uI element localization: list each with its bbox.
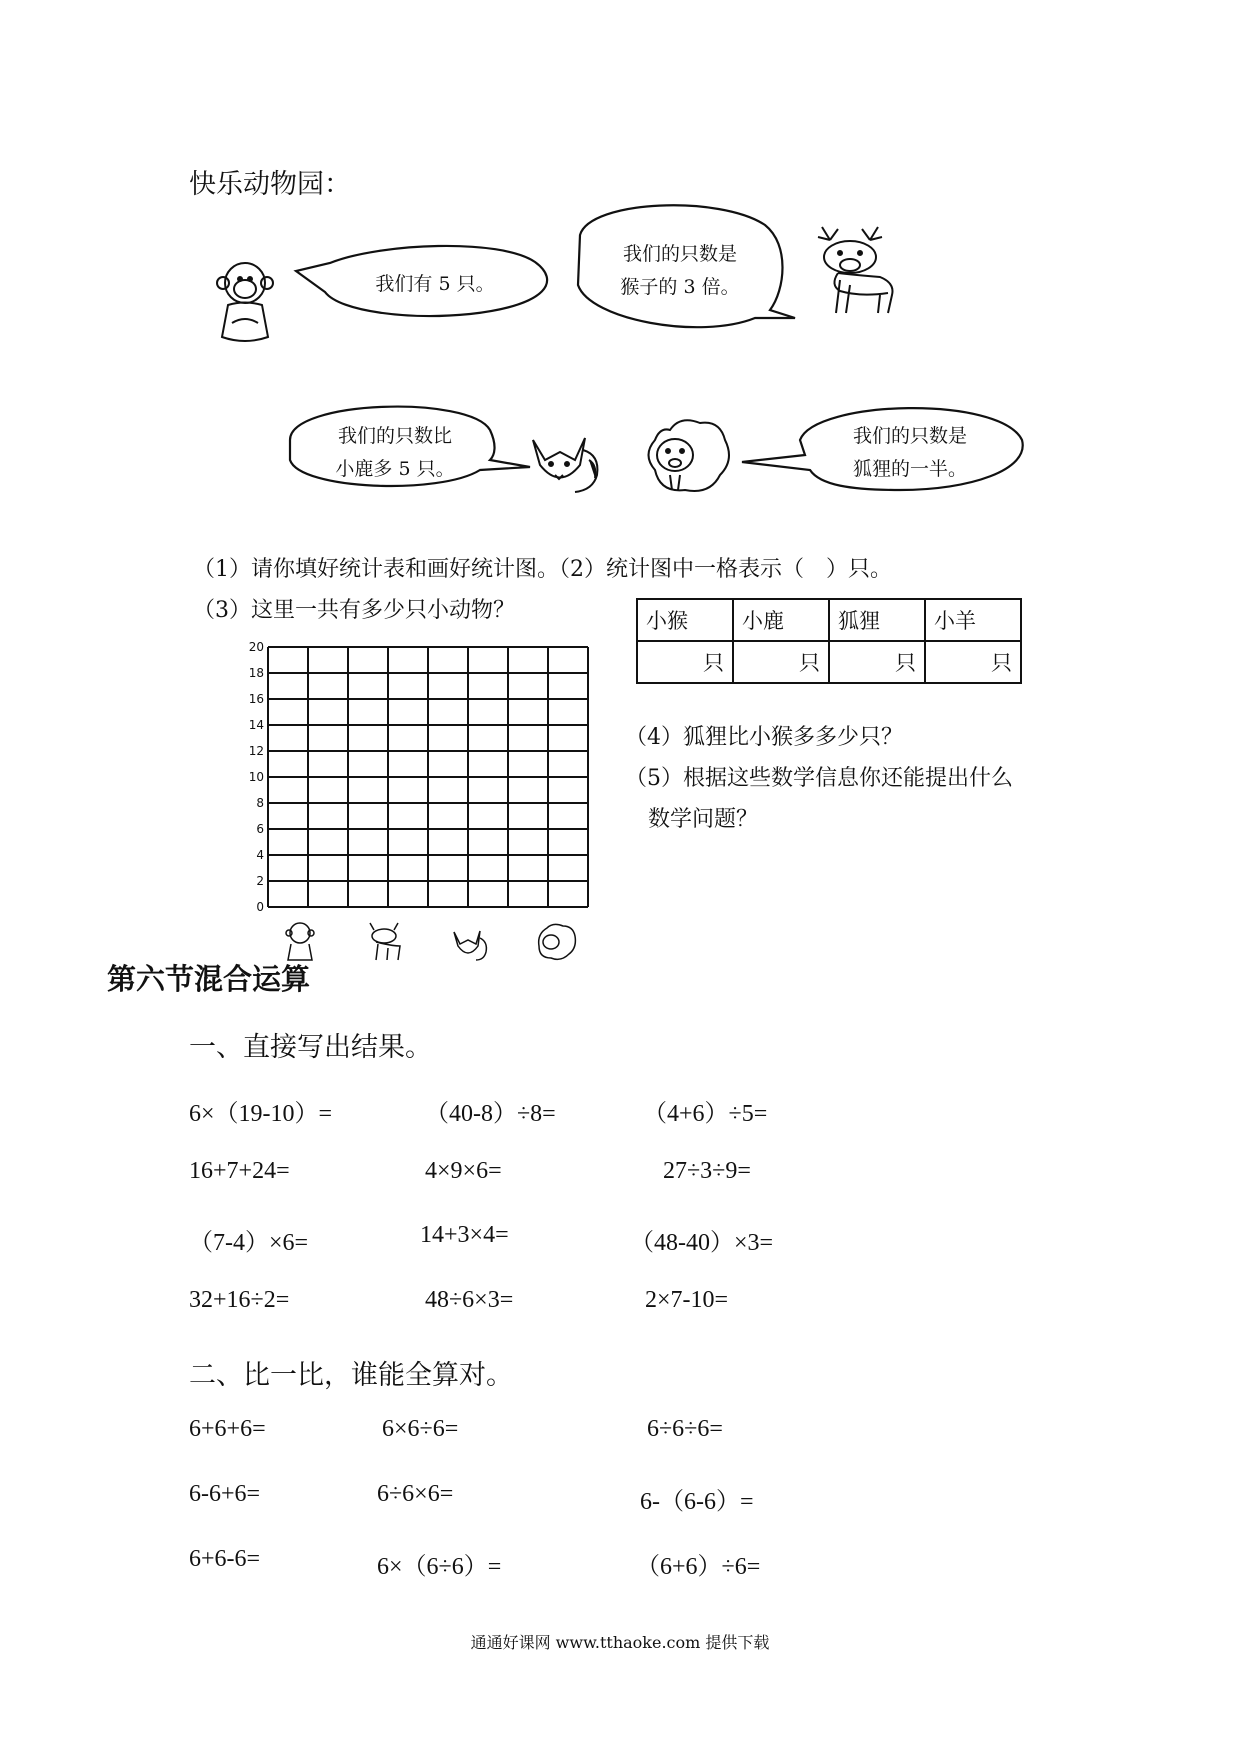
fox-icon bbox=[525, 430, 605, 500]
fox-icon-small bbox=[450, 928, 490, 964]
part2-r1-c1: 6+6+6= bbox=[189, 1416, 266, 1442]
sheep-icon-small bbox=[535, 922, 577, 962]
part2-r3-c2: 6×（6÷6）= bbox=[377, 1554, 502, 1580]
grid-axis-label: 0 bbox=[256, 900, 264, 914]
part1-r1-c3: （4+6）÷5= bbox=[643, 1101, 768, 1127]
question-3: （3）这里一共有多少只小动物？ bbox=[193, 598, 515, 623]
part1-r4-c1: 32+16÷2= bbox=[189, 1287, 290, 1313]
question-5-line1: （5）根据这些数学信息你还能提出什么 bbox=[625, 766, 1013, 791]
stat-table bbox=[636, 598, 1022, 684]
part1-r4-c3: 2×7-10= bbox=[645, 1287, 729, 1313]
stat-table-cell-fox[interactable]: 只 bbox=[829, 641, 925, 683]
deer-icon bbox=[800, 225, 910, 320]
grid-axis-label: 20 bbox=[248, 640, 264, 654]
grid-axis-label: 14 bbox=[248, 718, 264, 732]
part1-r3-c3: （48-40）×3= bbox=[630, 1230, 774, 1256]
part1-r2-c1: 16+7+24= bbox=[189, 1158, 290, 1184]
monkey-bubble-text: 我们有 5 只。 bbox=[375, 273, 495, 295]
part1-r1-c2: （40-8）÷8= bbox=[425, 1101, 556, 1127]
stat-grid[interactable] bbox=[238, 635, 598, 915]
stat-table-header-monkey: 小猴 bbox=[637, 599, 733, 641]
deer-bubble-line2: 猴子的 3 倍。 bbox=[620, 276, 740, 298]
stat-table-cell-sheep[interactable]: 只 bbox=[925, 641, 1021, 683]
footer-text[interactable]: 通通好课网 www.tthaoke.com 提供下载 bbox=[470, 1633, 770, 1652]
grid-axis-label: 2 bbox=[256, 874, 264, 888]
part1-r4-c2: 48÷6×3= bbox=[425, 1287, 514, 1313]
stat-table-header-deer: 小鹿 bbox=[733, 599, 829, 641]
part1-r1-c1: 6×（19-10）= bbox=[189, 1101, 333, 1127]
part1-title: 一、直接写出结果。 bbox=[189, 1032, 432, 1063]
part2-r1-c2: 6×6÷6= bbox=[382, 1416, 459, 1442]
grid-axis-label: 12 bbox=[248, 744, 264, 758]
section-title: 第六节混合运算 bbox=[107, 962, 311, 996]
stat-table-header-row bbox=[637, 599, 1021, 641]
stat-table-count-row bbox=[637, 641, 1021, 683]
part1-r3-c2: 14+3×4= bbox=[420, 1222, 509, 1248]
part2-r2-c1: 6-6+6= bbox=[189, 1481, 261, 1507]
grid-axis-label: 4 bbox=[256, 848, 264, 862]
stat-table-cell-deer[interactable]: 只 bbox=[733, 641, 829, 683]
stat-table-header-sheep: 小羊 bbox=[925, 599, 1021, 641]
part2-r3-c3: （6+6）÷6= bbox=[636, 1554, 761, 1580]
part2-title: 二、比一比，谁能全算对。 bbox=[189, 1360, 513, 1391]
stat-table-header-fox: 狐狸 bbox=[829, 599, 925, 641]
part2-r3-c1: 6+6-6= bbox=[189, 1546, 261, 1572]
grid-axis-label: 18 bbox=[248, 666, 264, 680]
sheep-bubble-line1: 我们的只数是 bbox=[852, 425, 967, 447]
deer-icon-small bbox=[362, 922, 406, 962]
grid-axis-label: 10 bbox=[248, 770, 264, 784]
question-4: （4）狐狸比小猴多多少只？ bbox=[625, 725, 903, 750]
fox-bubble-line2: 小鹿多 5 只。 bbox=[335, 458, 455, 480]
monkey-icon bbox=[210, 255, 285, 345]
part1-r2-c2: 4×9×6= bbox=[425, 1158, 502, 1184]
fox-bubble-line1: 我们的只数比 bbox=[337, 425, 452, 447]
zoo-title: 快乐动物园： bbox=[189, 169, 351, 200]
part1-r3-c1: （7-4）×6= bbox=[189, 1230, 309, 1256]
question-5-line2: 数学问题？ bbox=[648, 807, 759, 832]
part2-r1-c3: 6÷6÷6= bbox=[647, 1416, 723, 1442]
stat-table-cell-monkey[interactable]: 只 bbox=[637, 641, 733, 683]
grid-axis-label: 8 bbox=[256, 796, 264, 810]
part1-r2-c3: 27÷3÷9= bbox=[663, 1158, 751, 1184]
question-1-2: （1）请你填好统计表和画好统计图。（2）统计图中一格表示（ ）只。 bbox=[193, 557, 892, 582]
sheep-icon bbox=[640, 415, 735, 500]
part2-r2-c3: 6-（6-6）= bbox=[640, 1489, 754, 1515]
sheep-bubble-line2: 狐狸的一半。 bbox=[852, 458, 967, 480]
grid-axis-label: 6 bbox=[256, 822, 264, 836]
deer-bubble-line1: 我们的只数是 bbox=[622, 243, 737, 265]
part2-r2-c2: 6÷6×6= bbox=[377, 1481, 454, 1507]
grid-axis-label: 16 bbox=[248, 692, 264, 706]
